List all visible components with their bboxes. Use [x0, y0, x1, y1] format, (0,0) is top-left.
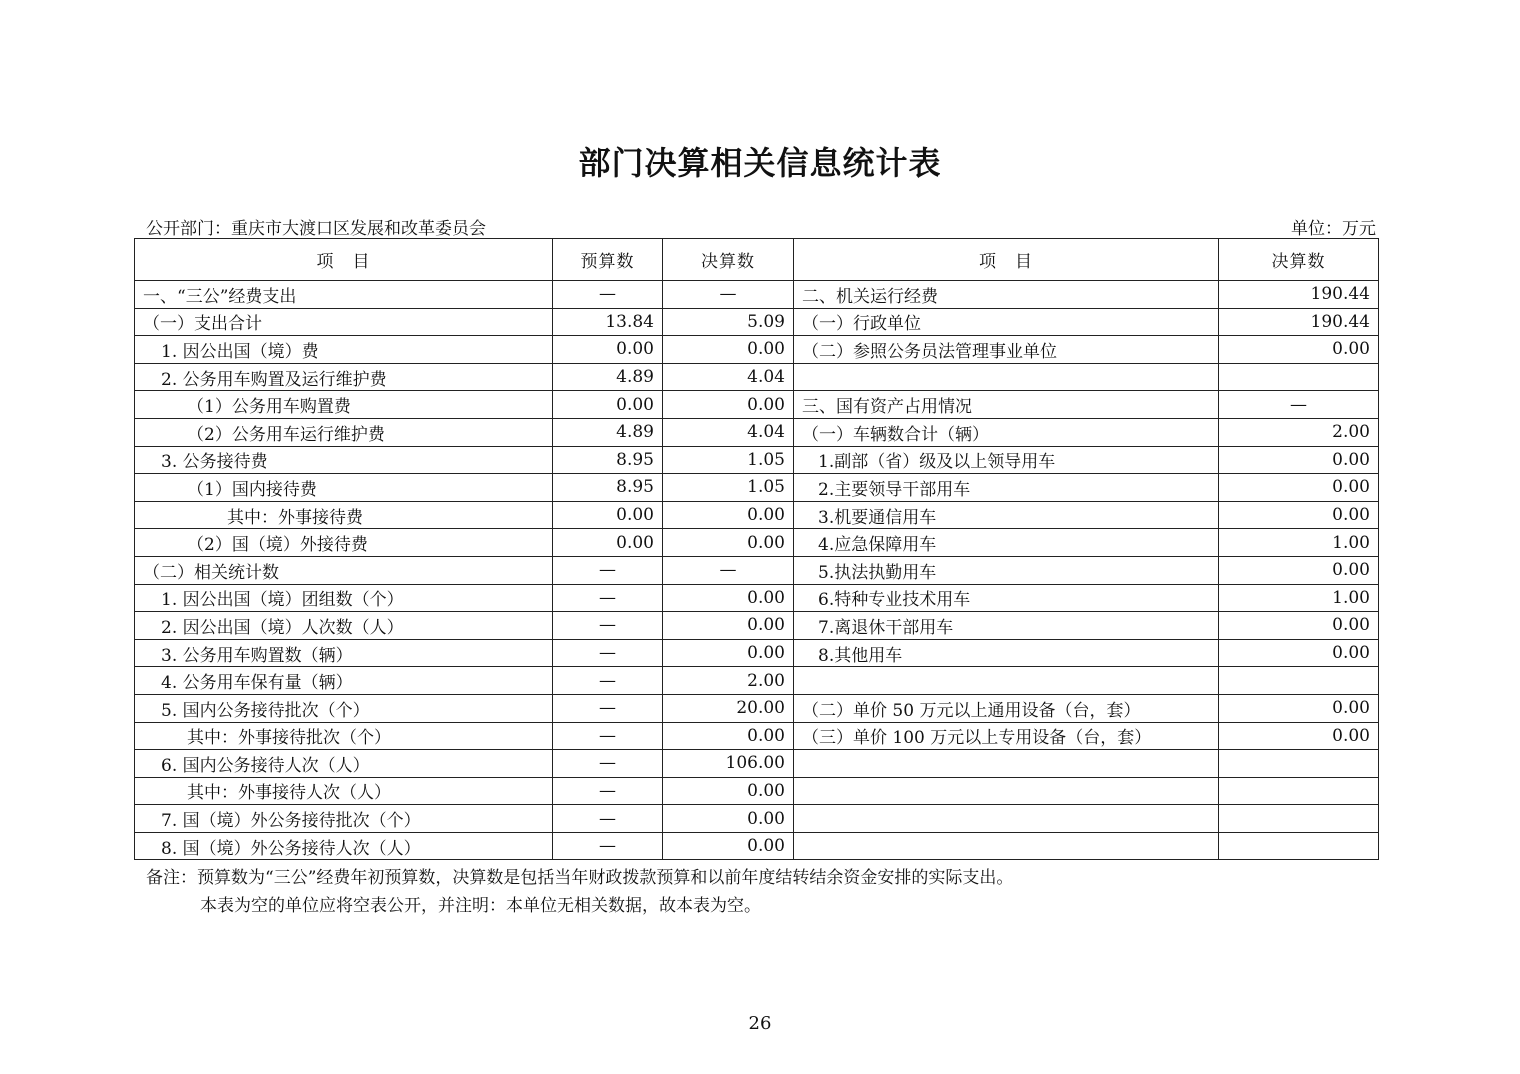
left-item-cell: （2）公务用车运行维护费 [135, 418, 553, 446]
final-cell: 0.00 [663, 584, 794, 612]
budget-cell: — [553, 281, 663, 309]
unit-label: 单位：万元 [1291, 219, 1376, 239]
right-final-cell [1219, 805, 1379, 833]
budget-cell: — [553, 722, 663, 750]
left-item-cell: 4. 公务用车保有量（辆） [135, 667, 553, 695]
table-row [135, 556, 1379, 584]
right-item-cell: 3.机要通信用车 [794, 501, 1219, 529]
right-item-cell [794, 363, 1219, 391]
table-row [135, 446, 1379, 474]
right-item-cell [794, 777, 1219, 805]
table-row [135, 777, 1379, 805]
statistics-table [134, 238, 1379, 860]
right-final-cell: 0.00 [1219, 474, 1379, 502]
table-row [135, 363, 1379, 391]
right-item-cell [794, 805, 1219, 833]
left-item-cell: 7. 国（境）外公务接待批次（个） [135, 805, 553, 833]
table-row [135, 474, 1379, 502]
right-final-cell: 2.00 [1219, 418, 1379, 446]
right-item-cell: （一）车辆数合计（辆） [794, 418, 1219, 446]
budget-cell: 8.95 [553, 446, 663, 474]
right-final-cell [1219, 750, 1379, 778]
final-cell: 0.00 [663, 639, 794, 667]
notes [146, 864, 1013, 920]
final-cell: 0.00 [663, 805, 794, 833]
left-item-cell: 5. 国内公务接待批次（个） [135, 694, 553, 722]
budget-cell: 0.00 [553, 529, 663, 557]
table-row [135, 694, 1379, 722]
budget-cell: — [553, 667, 663, 695]
left-item-cell: （1）国内接待费 [135, 474, 553, 502]
right-item-cell: 8.其他用车 [794, 639, 1219, 667]
final-cell: 4.04 [663, 363, 794, 391]
department-label: 公开部门：重庆市大渡口区发展和改革委员会 [146, 219, 486, 239]
left-item-cell: 2. 公务用车购置及运行维护费 [135, 363, 553, 391]
final-cell: 0.00 [663, 722, 794, 750]
budget-cell: 13.84 [553, 308, 663, 336]
right-item-cell: 7.离退休干部用车 [794, 612, 1219, 640]
right-final-cell: 1.00 [1219, 529, 1379, 557]
right-item-cell [794, 667, 1219, 695]
final-cell: 1.05 [663, 474, 794, 502]
right-item-cell: （二）参照公务员法管理事业单位 [794, 336, 1219, 364]
left-item-cell: 其中：外事接待人次（人） [135, 777, 553, 805]
table-row [135, 336, 1379, 364]
budget-cell: — [553, 832, 663, 860]
right-final-cell: 0.00 [1219, 556, 1379, 584]
final-cell: — [663, 556, 794, 584]
left-item-cell: 3. 公务用车购置数（辆） [135, 639, 553, 667]
budget-cell: 4.89 [553, 363, 663, 391]
final-cell: 4.04 [663, 418, 794, 446]
right-item-cell: 2.主要领导干部用车 [794, 474, 1219, 502]
right-final-cell [1219, 667, 1379, 695]
page-number: 26 [748, 1013, 772, 1034]
right-final-cell: — [1219, 391, 1379, 419]
right-item-cell [794, 750, 1219, 778]
table-row [135, 612, 1379, 640]
table-row [135, 722, 1379, 750]
header-budget: 预算数 [553, 239, 663, 281]
table-row [135, 639, 1379, 667]
note-line-2: 本表为空的单位应将空表公开，并注明：本单位无相关数据，故本表为空。 [200, 896, 761, 916]
right-final-cell: 190.44 [1219, 281, 1379, 309]
right-final-cell: 1.00 [1219, 584, 1379, 612]
right-item-cell: 1.副部（省）级及以上领导用车 [794, 446, 1219, 474]
right-final-cell: 0.00 [1219, 336, 1379, 364]
budget-cell: 8.95 [553, 474, 663, 502]
left-item-cell: 3. 公务接待费 [135, 446, 553, 474]
final-cell: 0.00 [663, 832, 794, 860]
table-meta [146, 212, 1376, 238]
budget-cell: — [553, 612, 663, 640]
page-title: 部门决算相关信息统计表 [578, 144, 942, 182]
right-item-cell: 6.特种专业技术用车 [794, 584, 1219, 612]
left-item-cell: 一、“三公”经费支出 [135, 281, 553, 309]
left-item-cell: （二）相关统计数 [135, 556, 553, 584]
right-final-cell: 0.00 [1219, 501, 1379, 529]
budget-cell: 0.00 [553, 501, 663, 529]
left-item-cell: 1. 因公出国（境）团组数（个） [135, 584, 553, 612]
final-cell: 20.00 [663, 694, 794, 722]
right-item-cell [794, 832, 1219, 860]
table-row [135, 832, 1379, 860]
right-final-cell: 0.00 [1219, 612, 1379, 640]
right-item-cell: （二）单价 50 万元以上通用设备（台，套） [794, 694, 1219, 722]
table-row [135, 667, 1379, 695]
left-item-cell: 1. 因公出国（境）费 [135, 336, 553, 364]
table-row [135, 391, 1379, 419]
table-row [135, 281, 1379, 309]
budget-cell: — [553, 777, 663, 805]
table-row [135, 584, 1379, 612]
left-item-cell: （一）支出合计 [135, 308, 553, 336]
header-item-left: 项 目 [135, 239, 553, 281]
right-final-cell: 190.44 [1219, 308, 1379, 336]
left-item-cell: 6. 国内公务接待人次（人） [135, 750, 553, 778]
budget-cell: 4.89 [553, 418, 663, 446]
budget-cell: — [553, 556, 663, 584]
final-cell: 2.00 [663, 667, 794, 695]
table-row [135, 529, 1379, 557]
right-item-cell: 二、机关运行经费 [794, 281, 1219, 309]
table-row [135, 750, 1379, 778]
right-final-cell [1219, 363, 1379, 391]
budget-cell: — [553, 750, 663, 778]
right-item-cell: （一）行政单位 [794, 308, 1219, 336]
final-cell: 0.00 [663, 336, 794, 364]
final-cell: 0.00 [663, 612, 794, 640]
final-cell: 5.09 [663, 308, 794, 336]
final-cell: 0.00 [663, 777, 794, 805]
header-final-right: 决算数 [1219, 239, 1379, 281]
budget-cell: — [553, 639, 663, 667]
left-item-cell: 其中：外事接待批次（个） [135, 722, 553, 750]
final-cell: 0.00 [663, 391, 794, 419]
right-final-cell [1219, 832, 1379, 860]
left-item-cell: 8. 国（境）外公务接待人次（人） [135, 832, 553, 860]
final-cell: 106.00 [663, 750, 794, 778]
right-item-cell: （三）单价 100 万元以上专用设备（台，套） [794, 722, 1219, 750]
left-item-cell: （2）国（境）外接待费 [135, 529, 553, 557]
right-final-cell: 0.00 [1219, 639, 1379, 667]
table-row [135, 418, 1379, 446]
right-final-cell: 0.00 [1219, 446, 1379, 474]
budget-cell: — [553, 694, 663, 722]
left-item-cell: 其中：外事接待费 [135, 501, 553, 529]
final-cell: 0.00 [663, 529, 794, 557]
right-final-cell [1219, 777, 1379, 805]
final-cell: — [663, 281, 794, 309]
right-item-cell: 5.执法执勤用车 [794, 556, 1219, 584]
right-item-cell: 4.应急保障用车 [794, 529, 1219, 557]
budget-cell: — [553, 584, 663, 612]
budget-cell: 0.00 [553, 391, 663, 419]
budget-cell: — [553, 805, 663, 833]
final-cell: 0.00 [663, 501, 794, 529]
left-item-cell: （1）公务用车购置费 [135, 391, 553, 419]
left-item-cell: 2. 因公出国（境）人次数（人） [135, 612, 553, 640]
table-row [135, 501, 1379, 529]
note-line-1: 备注：预算数为“三公”经费年初预算数，决算数是包括当年财政拨款预算和以前年度结转结余资金安排的实际支出。 [146, 868, 1014, 888]
final-cell: 1.05 [663, 446, 794, 474]
right-final-cell: 0.00 [1219, 722, 1379, 750]
table-row [135, 805, 1379, 833]
right-final-cell: 0.00 [1219, 694, 1379, 722]
right-item-cell: 三、国有资产占用情况 [794, 391, 1219, 419]
table-header-row [135, 239, 1379, 281]
table-row [135, 308, 1379, 336]
header-final: 决算数 [663, 239, 794, 281]
header-item-right: 项 目 [794, 239, 1219, 281]
budget-cell: 0.00 [553, 336, 663, 364]
